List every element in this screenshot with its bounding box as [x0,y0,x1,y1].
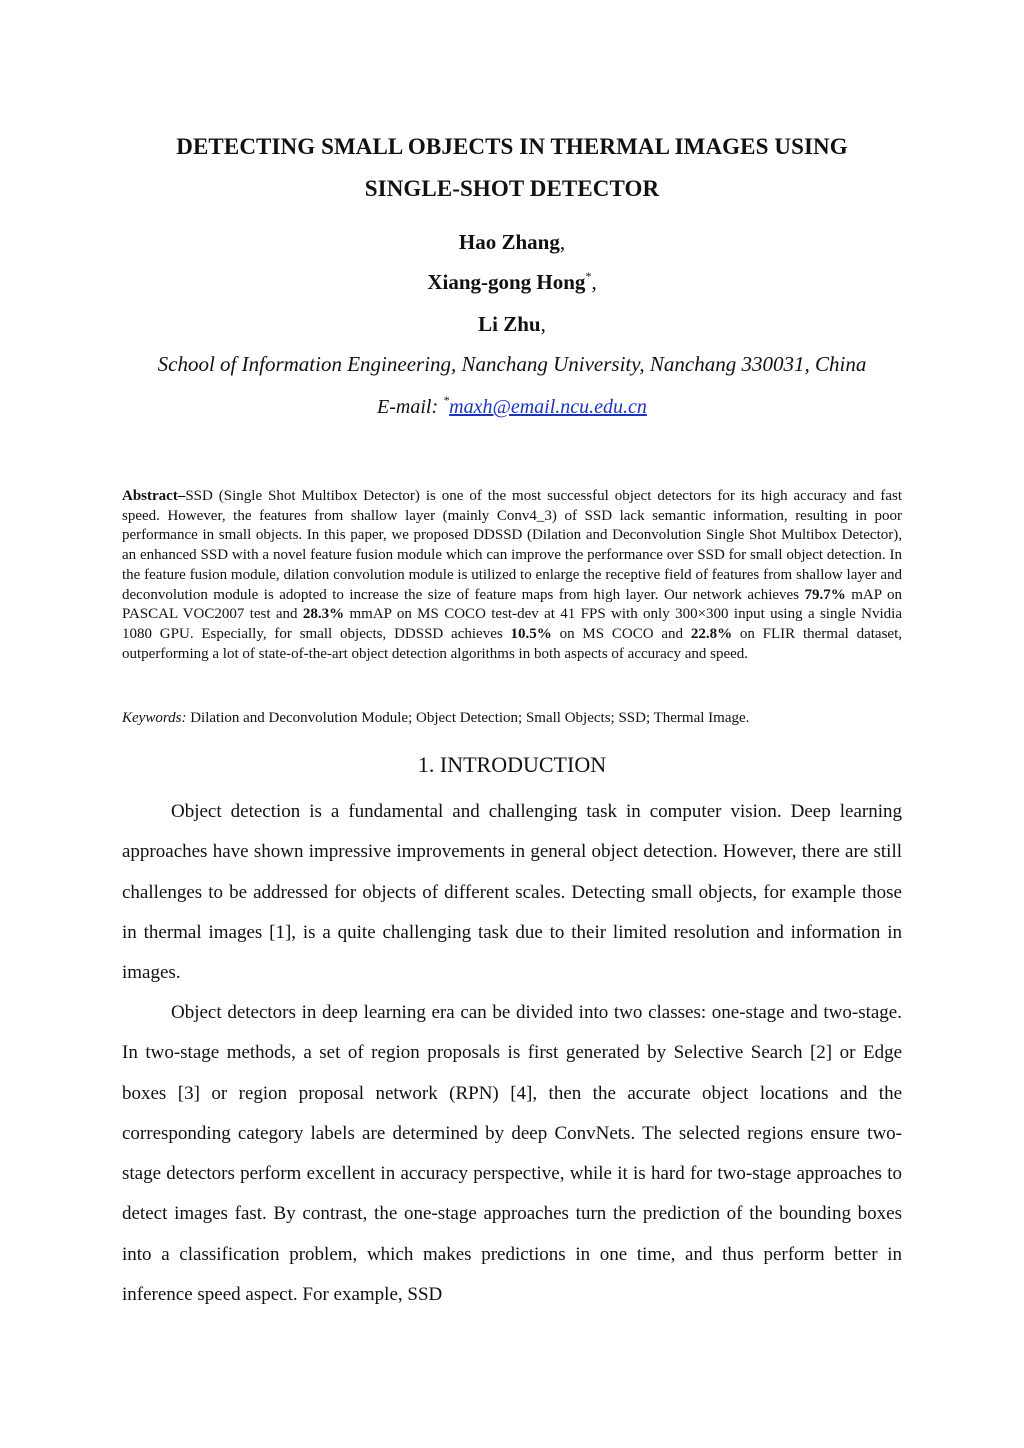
author-1 [0,230,1024,255]
author-2 [0,270,1024,295]
abstract-text-5: on FLIR thermal dataset, outperforming a lot of state-of-the-art object detection algorithms in both aspects of accuracy and speed. [122,625,903,662]
email-link[interactable]: maxh@email.ncu.edu.cn [449,396,647,418]
email-label: E-mail: [377,396,444,418]
section-heading-introduction: 1. INTRODUCTION [417,752,607,777]
author-2-separator: , [591,270,597,294]
email-mark: * [443,393,450,407]
abstract-value-coco-small: 10.5% [510,625,552,642]
author-1-name: Hao Zhang [458,230,560,254]
keywords-text: Dilation and Deconvolution Module; Object Detection; Small Objects; SSD; Thermal Image. [186,710,750,726]
abstract-lead: Abstract– [122,488,186,504]
author-2-name: Xiang-gong Hong [427,270,586,294]
author-3-separator: , [540,312,546,336]
paragraph-text: Object detection is a fundamental and challenging task in computer vision. Deep learning approaches have shown impressive improvements in general object detection. However, there are still challenges to be addressed for objects of different scales. Detecting small objects, for example those in thermal images [1], is a quite challenging task due to their limited resolution and information in images. [122,801,902,984]
paper-title-line-2: SINGLE-SHOT DETECTOR [364,176,660,201]
abstract-value-coco-mmap: 28.3% [302,606,345,623]
abstract-text-2: mAP on PASCAL VOC2007 test and [122,586,902,623]
abstract [122,487,902,664]
abstract-value-voc-map: 79.7% [804,586,846,603]
affiliation: School of Information Engineering, Nanchang University, Nanchang 330031, China [157,352,867,376]
corresponding-author-mark: * [585,269,592,283]
intro-paragraph-1 [122,792,902,993]
paper-title-line-1: DETECTING SMALL OBJECTS IN THERMAL IMAGES USING [176,134,848,159]
abstract-text-4: on MS COCO and [551,625,691,642]
email-line [0,393,1024,419]
abstract-text-1: SSD (Single Shot Multibox Detector) is one of the most successful object detectors for its high accuracy and fast speed. However, the features from shallow layer (mainly Conv4_3) of SSD lack semantic information, resulting in poor performance in small objects. In this paper, we proposed DDSSD (Dilation and Deconvolution Single Shot Multibox Detector), an enhanced SSD with a novel feature fusion module which can improve the performance over SSD for small object detection. In the feature fusion module, dilation convolution module is utilized to enlarge the receptive field of features from shallow layer and deconvolution module is adopted to increase the size of feature maps from high layer. Our network achieves [122,488,902,603]
paragraph-text: Object detectors in deep learning era can be divided into two classes: one-stage and two-stage. In two-stage methods, a set of region proposals is first generated by Selective Search [2] or Edge boxes [3] or region proposal network (RPN) [4], then the accurate object locations and the corresponding category labels are determined by deep ConvNets. The selected regions ensure two-stage detectors perform excellent in accuracy perspective, while it is hard for two-stage approaches to detect images fast. By contrast, the one-stage approaches turn the prediction of the bounding boxes into a classification problem, which makes predictions in one time, and thus perform better in inference speed aspect. For example, SSD [122,1002,902,1306]
keywords-label: Keywords: [122,710,187,726]
author-3 [0,312,1024,337]
intro-paragraph-2 [122,993,902,1315]
abstract-value-flir-small: 22.8% [690,625,733,642]
abstract-text-3: mmAP on MS COCO test-dev at 41 FPS with only 300×300 input using a single Nvidia 1080 GPU. Especially, for small objects, DDSSD achieves [122,606,902,642]
keywords [122,708,902,728]
author-1-separator: , [559,230,566,254]
author-3-name: Li Zhu [478,312,541,336]
